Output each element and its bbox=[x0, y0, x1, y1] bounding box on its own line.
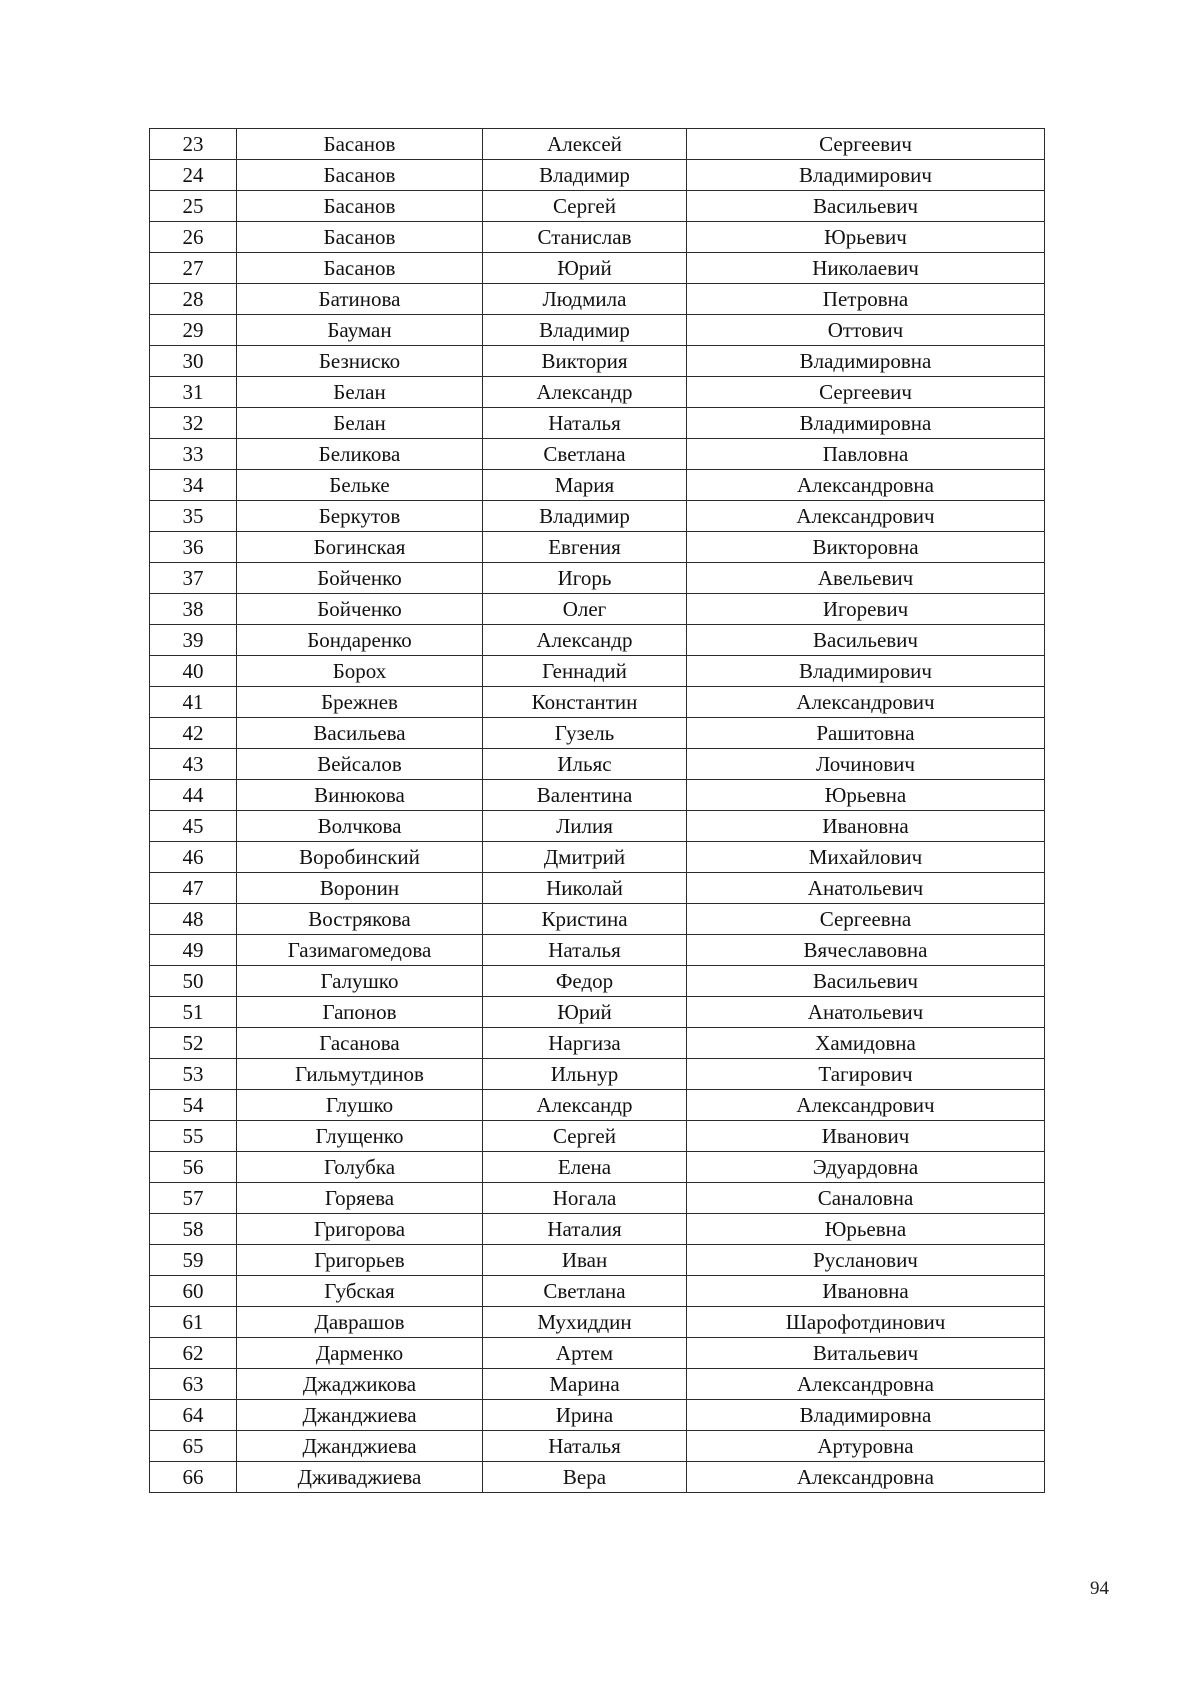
first-name-cell: Александр bbox=[483, 625, 687, 656]
table-row bbox=[150, 501, 1045, 532]
row-number-cell: 57 bbox=[150, 1183, 237, 1214]
last-name-cell: Безниско bbox=[237, 346, 483, 377]
last-name-cell: Бельке bbox=[237, 470, 483, 501]
first-name-cell: Виктория bbox=[483, 346, 687, 377]
patronymic-cell: Игоревич bbox=[687, 594, 1045, 625]
row-number-cell: 52 bbox=[150, 1028, 237, 1059]
first-name-cell: Людмила bbox=[483, 284, 687, 315]
table-row bbox=[150, 1183, 1045, 1214]
row-number-cell: 34 bbox=[150, 470, 237, 501]
patronymic-cell: Юрьевна bbox=[687, 780, 1045, 811]
last-name-cell: Васильева bbox=[237, 718, 483, 749]
last-name-cell: Джанджиева bbox=[237, 1431, 483, 1462]
patronymic-cell: Хамидовна bbox=[687, 1028, 1045, 1059]
first-name-cell: Юрий bbox=[483, 997, 687, 1028]
table-row bbox=[150, 966, 1045, 997]
table-row bbox=[150, 1431, 1045, 1462]
patronymic-cell: Лочинович bbox=[687, 749, 1045, 780]
row-number-cell: 28 bbox=[150, 284, 237, 315]
first-name-cell: Ильнур bbox=[483, 1059, 687, 1090]
patronymic-cell: Витальевич bbox=[687, 1338, 1045, 1369]
last-name-cell: Григорьев bbox=[237, 1245, 483, 1276]
row-number-cell: 23 bbox=[150, 129, 237, 160]
last-name-cell: Газимагомедова bbox=[237, 935, 483, 966]
last-name-cell: Джаджикова bbox=[237, 1369, 483, 1400]
table-row bbox=[150, 532, 1045, 563]
page-number: 94 bbox=[1090, 1578, 1109, 1599]
table-row bbox=[150, 594, 1045, 625]
table-row bbox=[150, 1369, 1045, 1400]
table-row bbox=[150, 1338, 1045, 1369]
first-name-cell: Олег bbox=[483, 594, 687, 625]
first-name-cell: Сергей bbox=[483, 1121, 687, 1152]
first-name-cell: Мария bbox=[483, 470, 687, 501]
names-table bbox=[149, 128, 1045, 1493]
last-name-cell: Гильмутдинов bbox=[237, 1059, 483, 1090]
patronymic-cell: Александрович bbox=[687, 687, 1045, 718]
last-name-cell: Дарменко bbox=[237, 1338, 483, 1369]
row-number-cell: 33 bbox=[150, 439, 237, 470]
last-name-cell: Басанов bbox=[237, 129, 483, 160]
first-name-cell: Владимир bbox=[483, 160, 687, 191]
patronymic-cell: Тагирович bbox=[687, 1059, 1045, 1090]
patronymic-cell: Александровна bbox=[687, 1462, 1045, 1493]
first-name-cell: Федор bbox=[483, 966, 687, 997]
row-number-cell: 29 bbox=[150, 315, 237, 346]
first-name-cell: Валентина bbox=[483, 780, 687, 811]
table-row bbox=[150, 780, 1045, 811]
table-row bbox=[150, 842, 1045, 873]
row-number-cell: 37 bbox=[150, 563, 237, 594]
row-number-cell: 39 bbox=[150, 625, 237, 656]
last-name-cell: Голубка bbox=[237, 1152, 483, 1183]
table-row bbox=[150, 315, 1045, 346]
table-row bbox=[150, 1090, 1045, 1121]
patronymic-cell: Анатольевич bbox=[687, 997, 1045, 1028]
patronymic-cell: Владимирович bbox=[687, 656, 1045, 687]
first-name-cell: Ильяс bbox=[483, 749, 687, 780]
first-name-cell: Ногала bbox=[483, 1183, 687, 1214]
table-row bbox=[150, 1307, 1045, 1338]
first-name-cell: Наталья bbox=[483, 1431, 687, 1462]
row-number-cell: 32 bbox=[150, 408, 237, 439]
first-name-cell: Гузель bbox=[483, 718, 687, 749]
table-row bbox=[150, 160, 1045, 191]
table-row bbox=[150, 687, 1045, 718]
last-name-cell: Бондаренко bbox=[237, 625, 483, 656]
row-number-cell: 60 bbox=[150, 1276, 237, 1307]
last-name-cell: Волчкова bbox=[237, 811, 483, 842]
row-number-cell: 24 bbox=[150, 160, 237, 191]
last-name-cell: Дживаджиева bbox=[237, 1462, 483, 1493]
row-number-cell: 31 bbox=[150, 377, 237, 408]
patronymic-cell: Александрович bbox=[687, 501, 1045, 532]
row-number-cell: 27 bbox=[150, 253, 237, 284]
first-name-cell: Евгения bbox=[483, 532, 687, 563]
last-name-cell: Губская bbox=[237, 1276, 483, 1307]
row-number-cell: 45 bbox=[150, 811, 237, 842]
row-number-cell: 61 bbox=[150, 1307, 237, 1338]
row-number-cell: 35 bbox=[150, 501, 237, 532]
row-number-cell: 38 bbox=[150, 594, 237, 625]
table-row bbox=[150, 997, 1045, 1028]
last-name-cell: Белан bbox=[237, 377, 483, 408]
patronymic-cell: Васильевич bbox=[687, 191, 1045, 222]
last-name-cell: Гапонов bbox=[237, 997, 483, 1028]
patronymic-cell: Николаевич bbox=[687, 253, 1045, 284]
patronymic-cell: Русланович bbox=[687, 1245, 1045, 1276]
patronymic-cell: Васильевич bbox=[687, 966, 1045, 997]
table-row bbox=[150, 656, 1045, 687]
first-name-cell: Александр bbox=[483, 1090, 687, 1121]
row-number-cell: 64 bbox=[150, 1400, 237, 1431]
first-name-cell: Наргиза bbox=[483, 1028, 687, 1059]
table-row bbox=[150, 1028, 1045, 1059]
patronymic-cell: Васильевич bbox=[687, 625, 1045, 656]
row-number-cell: 30 bbox=[150, 346, 237, 377]
row-number-cell: 40 bbox=[150, 656, 237, 687]
row-number-cell: 47 bbox=[150, 873, 237, 904]
first-name-cell: Дмитрий bbox=[483, 842, 687, 873]
first-name-cell: Станислав bbox=[483, 222, 687, 253]
patronymic-cell: Оттович bbox=[687, 315, 1045, 346]
patronymic-cell: Ивановна bbox=[687, 811, 1045, 842]
last-name-cell: Брежнев bbox=[237, 687, 483, 718]
first-name-cell: Елена bbox=[483, 1152, 687, 1183]
last-name-cell: Бойченко bbox=[237, 563, 483, 594]
patronymic-cell: Александрович bbox=[687, 1090, 1045, 1121]
last-name-cell: Басанов bbox=[237, 160, 483, 191]
table-row bbox=[150, 1462, 1045, 1493]
row-number-cell: 54 bbox=[150, 1090, 237, 1121]
patronymic-cell: Эдуардовна bbox=[687, 1152, 1045, 1183]
patronymic-cell: Авельевич bbox=[687, 563, 1045, 594]
row-number-cell: 63 bbox=[150, 1369, 237, 1400]
row-number-cell: 66 bbox=[150, 1462, 237, 1493]
first-name-cell: Александр bbox=[483, 377, 687, 408]
row-number-cell: 50 bbox=[150, 966, 237, 997]
row-number-cell: 58 bbox=[150, 1214, 237, 1245]
row-number-cell: 36 bbox=[150, 532, 237, 563]
row-number-cell: 55 bbox=[150, 1121, 237, 1152]
last-name-cell: Джанджиева bbox=[237, 1400, 483, 1431]
first-name-cell: Николай bbox=[483, 873, 687, 904]
table-row bbox=[150, 129, 1045, 160]
first-name-cell: Мухиддин bbox=[483, 1307, 687, 1338]
last-name-cell: Воронин bbox=[237, 873, 483, 904]
first-name-cell: Марина bbox=[483, 1369, 687, 1400]
last-name-cell: Басанов bbox=[237, 253, 483, 284]
first-name-cell: Владимир bbox=[483, 501, 687, 532]
patronymic-cell: Владимирович bbox=[687, 160, 1045, 191]
patronymic-cell: Саналовна bbox=[687, 1183, 1045, 1214]
row-number-cell: 46 bbox=[150, 842, 237, 873]
patronymic-cell: Шарофотдинович bbox=[687, 1307, 1045, 1338]
last-name-cell: Гасанова bbox=[237, 1028, 483, 1059]
row-number-cell: 43 bbox=[150, 749, 237, 780]
table-row bbox=[150, 284, 1045, 315]
first-name-cell: Кристина bbox=[483, 904, 687, 935]
table-row bbox=[150, 222, 1045, 253]
last-name-cell: Богинская bbox=[237, 532, 483, 563]
last-name-cell: Бойченко bbox=[237, 594, 483, 625]
row-number-cell: 26 bbox=[150, 222, 237, 253]
last-name-cell: Григорова bbox=[237, 1214, 483, 1245]
patronymic-cell: Юрьевна bbox=[687, 1214, 1045, 1245]
patronymic-cell: Юрьевич bbox=[687, 222, 1045, 253]
first-name-cell: Константин bbox=[483, 687, 687, 718]
last-name-cell: Басанов bbox=[237, 222, 483, 253]
last-name-cell: Белан bbox=[237, 408, 483, 439]
names-table-body bbox=[150, 129, 1045, 1493]
first-name-cell: Владимир bbox=[483, 315, 687, 346]
last-name-cell: Батинова bbox=[237, 284, 483, 315]
row-number-cell: 62 bbox=[150, 1338, 237, 1369]
last-name-cell: Беликова bbox=[237, 439, 483, 470]
patronymic-cell: Анатольевич bbox=[687, 873, 1045, 904]
patronymic-cell: Петровна bbox=[687, 284, 1045, 315]
patronymic-cell: Владимировна bbox=[687, 1400, 1045, 1431]
table-row bbox=[150, 1121, 1045, 1152]
table-row bbox=[150, 1276, 1045, 1307]
table-row bbox=[150, 718, 1045, 749]
patronymic-cell: Сергеевич bbox=[687, 377, 1045, 408]
row-number-cell: 25 bbox=[150, 191, 237, 222]
first-name-cell: Светлана bbox=[483, 439, 687, 470]
last-name-cell: Горяева bbox=[237, 1183, 483, 1214]
row-number-cell: 42 bbox=[150, 718, 237, 749]
patronymic-cell: Владимировна bbox=[687, 408, 1045, 439]
last-name-cell: Винюкова bbox=[237, 780, 483, 811]
table-row bbox=[150, 1245, 1045, 1276]
row-number-cell: 49 bbox=[150, 935, 237, 966]
first-name-cell: Артем bbox=[483, 1338, 687, 1369]
last-name-cell: Даврашов bbox=[237, 1307, 483, 1338]
last-name-cell: Бауман bbox=[237, 315, 483, 346]
first-name-cell: Юрий bbox=[483, 253, 687, 284]
table-row bbox=[150, 935, 1045, 966]
patronymic-cell: Павловна bbox=[687, 439, 1045, 470]
first-name-cell: Лилия bbox=[483, 811, 687, 842]
first-name-cell: Наталья bbox=[483, 408, 687, 439]
last-name-cell: Беркутов bbox=[237, 501, 483, 532]
last-name-cell: Вейсалов bbox=[237, 749, 483, 780]
patronymic-cell: Александровна bbox=[687, 1369, 1045, 1400]
first-name-cell: Алексей bbox=[483, 129, 687, 160]
last-name-cell: Глущенко bbox=[237, 1121, 483, 1152]
row-number-cell: 51 bbox=[150, 997, 237, 1028]
patronymic-cell: Александровна bbox=[687, 470, 1045, 501]
table-row bbox=[150, 811, 1045, 842]
patronymic-cell: Владимировна bbox=[687, 346, 1045, 377]
table-row bbox=[150, 191, 1045, 222]
table-row bbox=[150, 346, 1045, 377]
row-number-cell: 48 bbox=[150, 904, 237, 935]
table-row bbox=[150, 904, 1045, 935]
row-number-cell: 56 bbox=[150, 1152, 237, 1183]
patronymic-cell: Викторовна bbox=[687, 532, 1045, 563]
first-name-cell: Сергей bbox=[483, 191, 687, 222]
row-number-cell: 44 bbox=[150, 780, 237, 811]
patronymic-cell: Рашитовна bbox=[687, 718, 1045, 749]
first-name-cell: Геннадий bbox=[483, 656, 687, 687]
table-row bbox=[150, 1400, 1045, 1431]
table-row bbox=[150, 377, 1045, 408]
row-number-cell: 53 bbox=[150, 1059, 237, 1090]
table-row bbox=[150, 253, 1045, 284]
last-name-cell: Борох bbox=[237, 656, 483, 687]
patronymic-cell: Сергеевич bbox=[687, 129, 1045, 160]
table-row bbox=[150, 1059, 1045, 1090]
first-name-cell: Игорь bbox=[483, 563, 687, 594]
table-row bbox=[150, 439, 1045, 470]
table-row bbox=[150, 749, 1045, 780]
patronymic-cell: Михайлович bbox=[687, 842, 1045, 873]
patronymic-cell: Ивановна bbox=[687, 1276, 1045, 1307]
patronymic-cell: Иванович bbox=[687, 1121, 1045, 1152]
patronymic-cell: Вячеславовна bbox=[687, 935, 1045, 966]
first-name-cell: Светлана bbox=[483, 1276, 687, 1307]
row-number-cell: 65 bbox=[150, 1431, 237, 1462]
table-row bbox=[150, 1152, 1045, 1183]
table-row bbox=[150, 470, 1045, 501]
first-name-cell: Вера bbox=[483, 1462, 687, 1493]
row-number-cell: 41 bbox=[150, 687, 237, 718]
table-row bbox=[150, 408, 1045, 439]
names-table-container bbox=[149, 128, 1044, 1493]
first-name-cell: Ирина bbox=[483, 1400, 687, 1431]
first-name-cell: Наталья bbox=[483, 935, 687, 966]
last-name-cell: Глушко bbox=[237, 1090, 483, 1121]
last-name-cell: Басанов bbox=[237, 191, 483, 222]
patronymic-cell: Сергеевна bbox=[687, 904, 1045, 935]
row-number-cell: 59 bbox=[150, 1245, 237, 1276]
first-name-cell: Наталия bbox=[483, 1214, 687, 1245]
first-name-cell: Иван bbox=[483, 1245, 687, 1276]
last-name-cell: Вострякова bbox=[237, 904, 483, 935]
table-row bbox=[150, 873, 1045, 904]
table-row bbox=[150, 1214, 1045, 1245]
last-name-cell: Воробинский bbox=[237, 842, 483, 873]
last-name-cell: Галушко bbox=[237, 966, 483, 997]
table-row bbox=[150, 563, 1045, 594]
patronymic-cell: Артуровна bbox=[687, 1431, 1045, 1462]
table-row bbox=[150, 625, 1045, 656]
